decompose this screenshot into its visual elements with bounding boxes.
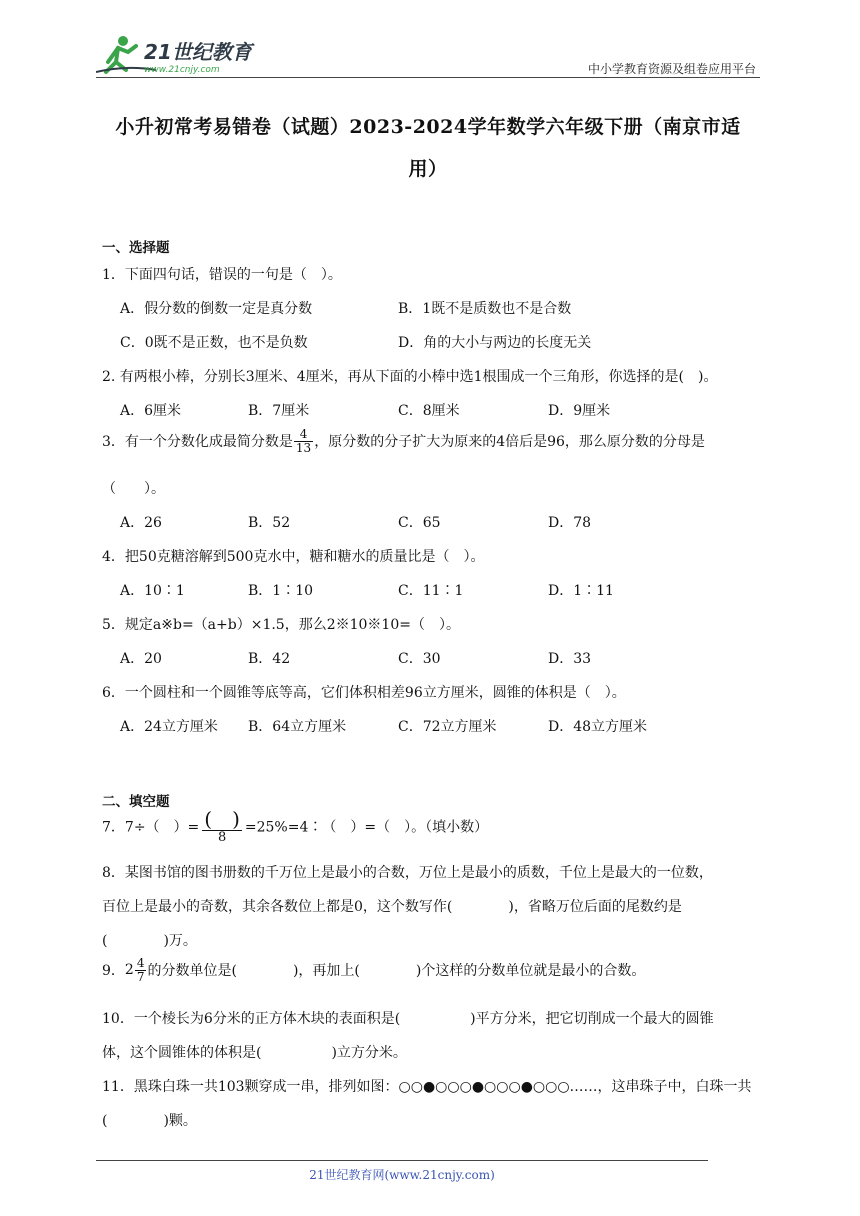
q5-option-d: D．33 <box>548 651 592 667</box>
q3-option-d: D．78 <box>548 515 592 531</box>
q7-frac-den: 8 <box>217 830 227 845</box>
q3-frac-num: 4 <box>294 428 313 442</box>
q7-fraction <box>202 808 242 845</box>
q3-option-b: B．52 <box>248 515 291 531</box>
q6-option-c: C．72立方厘米 <box>398 719 497 735</box>
logo-text: 21世纪教育 <box>144 40 252 64</box>
q11-line2: ( )颗。 <box>102 1113 197 1129</box>
q5-option-c: C．30 <box>398 651 441 667</box>
q1-option-b: B．1既不是质数也不是合数 <box>398 301 572 317</box>
q3-text-before: 3．有一个分数化成最简分数是 <box>102 434 293 451</box>
q3-line2: （ ）。 <box>102 481 165 497</box>
q7-frac-num: ( ) <box>204 807 240 831</box>
q11-line1: 11．黑珠白珠一共103颗穿成一串，排列如图：○○●○○○●○○○●○○○……，这串珠子中，白珠一共 <box>102 1079 752 1095</box>
question-9 <box>102 957 645 983</box>
question-6: 6．一个圆柱和一个圆锥等底等高，它们体积相差96立方厘米，圆锥的体积是（ ）。 <box>102 685 626 701</box>
question-3 <box>102 428 705 454</box>
q6-option-a: A．24立方厘米 <box>120 719 218 735</box>
question-5: 5．规定a※b=（a+b）×1.5，那么2※10※10=（ ）。 <box>102 617 460 633</box>
q3-option-c: C．65 <box>398 515 441 531</box>
q7-after: =25%=4∶（ ）=（ ）。（填小数） <box>244 819 489 836</box>
q8-line3: ( )万。 <box>102 933 197 949</box>
question-2: 2. 有两根小棒，分别长3厘米、4厘米，再从下面的小棒中选1根围成一个三角形，你选择的是( )。 <box>102 369 718 385</box>
q4-option-c: C．11∶1 <box>398 583 464 599</box>
q4-option-d: D．1∶11 <box>548 583 614 599</box>
q1-option-d: D．角的大小与两边的长度无关 <box>398 335 592 351</box>
page-title-line1: 小升初常考易错卷（试题）2023-2024学年数学六年级下册（南京市适 <box>115 116 741 138</box>
question-7 <box>102 808 488 845</box>
q10-line1: 10．一个棱长为6分米的正方体木块的表面积是( )平方分米，把它切削成一个最大的圆锥 <box>102 1011 714 1027</box>
logo-url: www.21cnjy.com <box>144 65 220 75</box>
q3-frac-den: 13 <box>295 440 312 455</box>
q4-option-b: B．1∶10 <box>248 583 314 599</box>
q1-option-a: A．假分数的倒数一定是真分数 <box>120 301 313 317</box>
q3-fraction <box>294 428 313 454</box>
section-fill-heading: 二、填空题 <box>102 794 170 810</box>
q6-option-d: D．48立方厘米 <box>548 719 648 735</box>
footer-text: 21世纪教育网(www.21cnjy.com) <box>309 1168 495 1182</box>
q9-whole: 2 <box>124 962 134 979</box>
question-4: 4．把50克糖溶解到500克水中，糖和糖水的质量比是（ ）。 <box>102 549 485 565</box>
q9-fraction <box>135 957 147 983</box>
q2-option-c: C．8厘米 <box>398 403 460 419</box>
q10-line2: 体，这个圆锥体的体积是( )立方分米。 <box>102 1045 407 1061</box>
q8-line2: 百位上是最小的奇数，其余各数位上都是0，这个数写作( )，省略万位后面的尾数约是 <box>102 899 682 915</box>
platform-name: 中小学教育资源及组卷应用平台 <box>587 62 756 76</box>
q9-prefix: 9． <box>102 963 125 980</box>
q5-option-a: A．20 <box>120 651 162 667</box>
question-1: 1．下面四句话，错误的一句是（ ）。 <box>102 267 342 283</box>
q2-option-b: B．7厘米 <box>248 403 310 419</box>
page-title-line2: 用） <box>408 158 448 180</box>
q8-line1: 8．某图书馆的图书册数的千万位上是最小的合数，万位上是最小的质数，千位上是最大的一位数， <box>102 865 713 881</box>
q9-after: 的分数单位是( )，再加上( )个这样的分数单位就是最小的合数。 <box>147 963 646 980</box>
q9-frac-den: 7 <box>136 969 145 984</box>
q1-option-c: C．0既不是正数，也不是负数 <box>120 335 308 351</box>
runner-logo-icon <box>96 32 266 78</box>
q3-text-after: ，原分数的分子扩大为原来的4倍后是96，那么原分数的分母是 <box>314 434 705 451</box>
q6-option-b: B．64立方厘米 <box>248 719 347 735</box>
q3-option-a: A．26 <box>120 515 162 531</box>
q2-option-d: D．9厘米 <box>548 403 611 419</box>
section-choice-heading: 一、选择题 <box>102 240 170 256</box>
q9-frac-num: 4 <box>136 956 145 970</box>
site-logo <box>96 32 266 78</box>
q4-option-a: A．10∶1 <box>120 583 185 599</box>
q7-before: 7．7÷（ ）= <box>102 819 200 836</box>
q5-option-b: B．42 <box>248 651 291 667</box>
header-divider <box>96 77 760 78</box>
q2-option-a: A．6厘米 <box>120 403 182 419</box>
footer-divider <box>96 1160 708 1161</box>
